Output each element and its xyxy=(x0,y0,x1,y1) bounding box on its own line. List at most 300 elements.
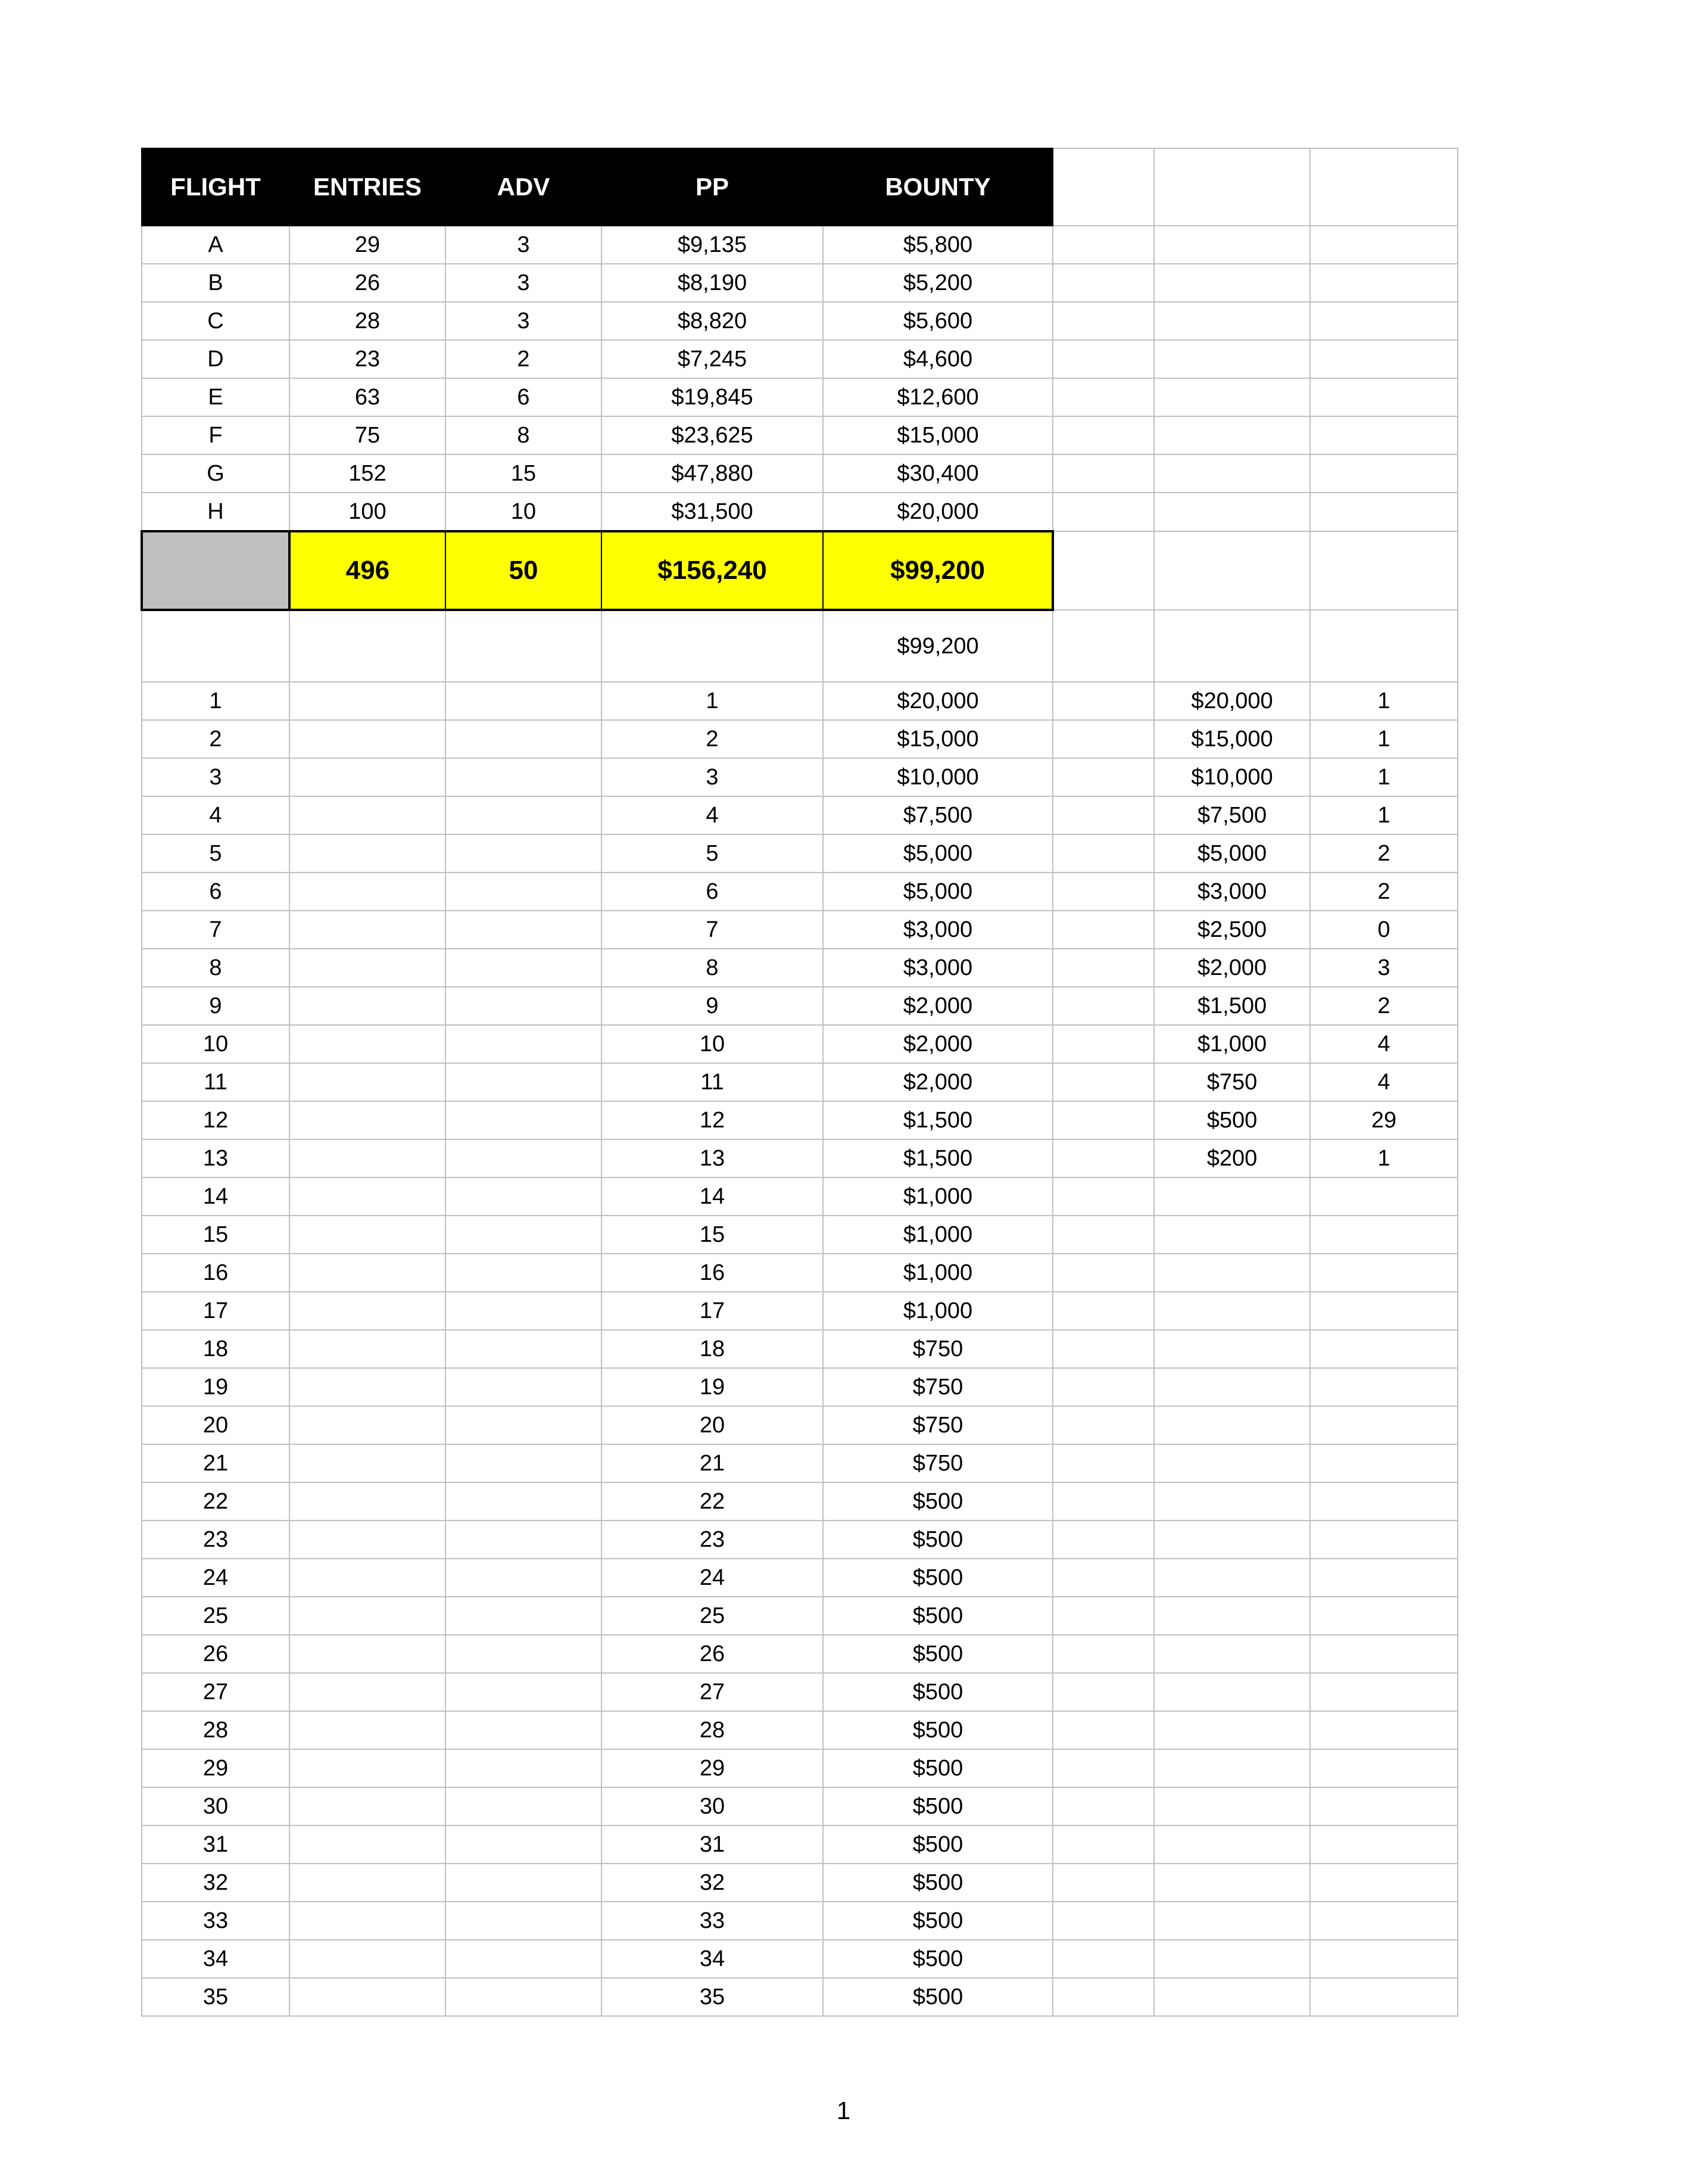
cell-place: 23 xyxy=(601,1521,823,1559)
cell-bounty: $20,000 xyxy=(823,493,1053,531)
cell-place: 34 xyxy=(601,1940,823,1978)
cell-adv-blank xyxy=(445,1482,601,1521)
cell-place: 4 xyxy=(601,796,823,834)
cell-prize: $750 xyxy=(823,1444,1053,1482)
cell-prize: $5,000 xyxy=(823,834,1053,873)
cell-flight: G xyxy=(142,454,289,493)
cell-blank-1 xyxy=(1053,1635,1154,1673)
cell-blank-1 xyxy=(1053,1559,1154,1597)
payout-row xyxy=(142,1597,1458,1635)
cell-bounty-amount xyxy=(1154,1673,1310,1711)
cell-bounty-amount xyxy=(1154,1787,1310,1825)
cell-rank: 9 xyxy=(142,987,289,1025)
cell-place: 20 xyxy=(601,1406,823,1444)
cell-bounty-amount: $1,500 xyxy=(1154,987,1310,1025)
cell-prize: $1,000 xyxy=(823,1292,1053,1330)
cell-rank: 35 xyxy=(142,1978,289,2016)
totals-adv: 50 xyxy=(445,531,601,610)
cell-bounty-amount xyxy=(1154,1216,1310,1254)
cell-bounty-count: 4 xyxy=(1310,1025,1458,1063)
cell-prize: $1,500 xyxy=(823,1101,1053,1139)
cell-prize: $500 xyxy=(823,1635,1053,1673)
totals-row xyxy=(142,531,1458,610)
header-bounty-count xyxy=(1310,148,1458,226)
cell-bounty-amount xyxy=(1154,226,1310,264)
cell-blank-1 xyxy=(1053,1063,1154,1101)
cell-bounty: $30,400 xyxy=(823,454,1053,493)
cell-rank: 3 xyxy=(142,758,289,796)
cell-bounty: $5,600 xyxy=(823,302,1053,340)
cell-entries: 100 xyxy=(289,493,445,531)
cell-blank-1 xyxy=(1053,1673,1154,1711)
cell-adv-blank xyxy=(445,1597,601,1635)
payout-row xyxy=(142,1521,1458,1559)
cell-adv-blank xyxy=(445,1787,601,1825)
cell-rank: 18 xyxy=(142,1330,289,1368)
cell-entries-blank xyxy=(289,1216,445,1254)
cell-bounty-amount: $500 xyxy=(1154,1101,1310,1139)
cell-bounty-amount xyxy=(1154,340,1310,378)
cell-place: 19 xyxy=(601,1368,823,1406)
cell-bounty-amount xyxy=(1154,1978,1310,2016)
cell-flight: A xyxy=(142,226,289,264)
cell-adv: 15 xyxy=(445,454,601,493)
cell-adv-blank xyxy=(445,987,601,1025)
cell-place: 17 xyxy=(601,1292,823,1330)
cell-rank: 34 xyxy=(142,1940,289,1978)
cell-bounty-count xyxy=(1310,1711,1458,1749)
page-number: 1 xyxy=(836,2096,851,2124)
cell-rank: 23 xyxy=(142,1521,289,1559)
cell-rank: 17 xyxy=(142,1292,289,1330)
cell-place: 21 xyxy=(601,1444,823,1482)
cell-bounty-count: 1 xyxy=(1310,796,1458,834)
cell-adv-blank xyxy=(445,1711,601,1749)
totals-bounty: $99,200 xyxy=(823,531,1053,610)
cell-blank-1 xyxy=(1053,416,1154,454)
cell-rank: 11 xyxy=(142,1063,289,1101)
cell-rank: 13 xyxy=(142,1139,289,1177)
cell-bounty-count xyxy=(1310,416,1458,454)
cell-entries: 75 xyxy=(289,416,445,454)
cell-entries-blank xyxy=(289,949,445,987)
totals-pp: $156,240 xyxy=(601,531,823,610)
cell-adv-blank xyxy=(445,911,601,949)
payout-row xyxy=(142,1406,1458,1444)
cell-bounty-count xyxy=(1310,1216,1458,1254)
cell-entries-blank xyxy=(289,1711,445,1749)
cell-rank: 2 xyxy=(142,720,289,758)
cell-adv-blank xyxy=(445,1521,601,1559)
cell-bounty-count xyxy=(1310,1444,1458,1482)
cell-rank: 24 xyxy=(142,1559,289,1597)
cell-adv-blank xyxy=(445,1063,601,1101)
cell-prize: $1,000 xyxy=(823,1216,1053,1254)
cell-place: 10 xyxy=(601,1025,823,1063)
cell-place: 25 xyxy=(601,1597,823,1635)
cell-bounty-amount: $7,500 xyxy=(1154,796,1310,834)
cell-adv: 6 xyxy=(445,378,601,416)
cell-bounty-count xyxy=(1310,1482,1458,1521)
cell-bounty-amount xyxy=(1154,1406,1310,1444)
cell-blank-1 xyxy=(1053,1254,1154,1292)
cell-place: 2 xyxy=(601,720,823,758)
cell-blank-1 xyxy=(1053,682,1154,720)
cell-blank-1 xyxy=(1053,1864,1154,1902)
cell-blank-1 xyxy=(1053,1177,1154,1216)
header-bounty-amount xyxy=(1154,148,1310,226)
cell-entries-blank xyxy=(289,796,445,834)
cell-place: 35 xyxy=(601,1978,823,2016)
cell-entries-blank xyxy=(289,1635,445,1673)
cell-bounty-amount xyxy=(1154,1902,1310,1940)
cell-rank: 29 xyxy=(142,1749,289,1787)
cell-blank-1 xyxy=(1053,1444,1154,1482)
cell-prize: $500 xyxy=(823,1825,1053,1864)
cell-flight: C xyxy=(142,302,289,340)
cell-bounty-amount xyxy=(1154,1368,1310,1406)
cell-blank-1 xyxy=(1053,1406,1154,1444)
cell-bounty-count xyxy=(1310,1902,1458,1940)
cell-prize: $3,000 xyxy=(823,949,1053,987)
table-row xyxy=(142,226,1458,264)
cell-blank-1 xyxy=(1053,264,1154,302)
cell-adv-blank xyxy=(445,1254,601,1292)
cell-prize: $500 xyxy=(823,1559,1053,1597)
cell-bounty-amount: $2,000 xyxy=(1154,949,1310,987)
cell-place: 8 xyxy=(601,949,823,987)
header-blank-1 xyxy=(1053,148,1154,226)
cell-entries-blank xyxy=(289,1864,445,1902)
cell-entries: 63 xyxy=(289,378,445,416)
cell-bounty-count xyxy=(1310,1864,1458,1902)
cell-bounty-count xyxy=(1310,1635,1458,1673)
cell-place: 6 xyxy=(601,873,823,911)
cell-blank-1 xyxy=(1053,340,1154,378)
tournament-structure-table xyxy=(141,148,1458,2017)
payout-row xyxy=(142,1711,1458,1749)
cell-entries-blank xyxy=(289,1101,445,1139)
subtotal-blank-count xyxy=(1310,610,1458,682)
cell-bounty-count xyxy=(1310,1749,1458,1787)
cell-bounty-amount xyxy=(1154,1635,1310,1673)
cell-adv-blank xyxy=(445,1444,601,1482)
cell-entries-blank xyxy=(289,1597,445,1635)
cell-blank-1 xyxy=(1053,987,1154,1025)
cell-prize: $2,000 xyxy=(823,1025,1053,1063)
cell-bounty-count xyxy=(1310,454,1458,493)
cell-adv-blank xyxy=(445,1825,601,1864)
cell-prize: $500 xyxy=(823,1521,1053,1559)
cell-bounty-amount xyxy=(1154,1825,1310,1864)
table-row xyxy=(142,264,1458,302)
cell-bounty-amount: $15,000 xyxy=(1154,720,1310,758)
cell-pp: $8,820 xyxy=(601,302,823,340)
payout-row xyxy=(142,682,1458,720)
header-pp: PP xyxy=(601,148,823,226)
cell-bounty-count: 3 xyxy=(1310,949,1458,987)
cell-bounty-count xyxy=(1310,1825,1458,1864)
cell-bounty-amount xyxy=(1154,1177,1310,1216)
totals-entries: 496 xyxy=(289,531,445,610)
cell-pp: $31,500 xyxy=(601,493,823,531)
cell-rank: 22 xyxy=(142,1482,289,1521)
cell-entries-blank xyxy=(289,911,445,949)
cell-blank-1 xyxy=(1053,1101,1154,1139)
cell-bounty-count: 1 xyxy=(1310,758,1458,796)
cell-flight: H xyxy=(142,493,289,531)
cell-bounty-amount xyxy=(1154,1521,1310,1559)
cell-prize: $500 xyxy=(823,1482,1053,1521)
cell-bounty-count xyxy=(1310,1940,1458,1978)
cell-entries: 23 xyxy=(289,340,445,378)
payout-row xyxy=(142,1101,1458,1139)
cell-entries-blank xyxy=(289,1025,445,1063)
cell-blank-1 xyxy=(1053,949,1154,987)
cell-flight: F xyxy=(142,416,289,454)
cell-rank: 12 xyxy=(142,1101,289,1139)
cell-adv-blank xyxy=(445,1330,601,1368)
cell-prize: $20,000 xyxy=(823,682,1053,720)
cell-prize: $750 xyxy=(823,1368,1053,1406)
cell-entries-blank xyxy=(289,720,445,758)
table-row xyxy=(142,378,1458,416)
cell-blank-1 xyxy=(1053,1292,1154,1330)
cell-adv: 8 xyxy=(445,416,601,454)
cell-rank: 6 xyxy=(142,873,289,911)
cell-adv: 10 xyxy=(445,493,601,531)
cell-blank-1 xyxy=(1053,1216,1154,1254)
cell-rank: 5 xyxy=(142,834,289,873)
cell-bounty-amount: $200 xyxy=(1154,1139,1310,1177)
cell-blank-1 xyxy=(1053,454,1154,493)
payout-row xyxy=(142,1673,1458,1711)
cell-bounty-amount xyxy=(1154,1292,1310,1330)
cell-prize: $500 xyxy=(823,1940,1053,1978)
cell-entries: 26 xyxy=(289,264,445,302)
payout-row xyxy=(142,796,1458,834)
cell-bounty-count: 29 xyxy=(1310,1101,1458,1139)
cell-entries-blank xyxy=(289,1559,445,1597)
cell-bounty-count xyxy=(1310,1597,1458,1635)
cell-bounty-amount xyxy=(1154,1482,1310,1521)
cell-blank-1 xyxy=(1053,378,1154,416)
payout-row xyxy=(142,1864,1458,1902)
cell-adv-blank xyxy=(445,1216,601,1254)
cell-adv-blank xyxy=(445,1635,601,1673)
cell-pp: $23,625 xyxy=(601,416,823,454)
cell-bounty-amount: $3,000 xyxy=(1154,873,1310,911)
cell-place: 22 xyxy=(601,1482,823,1521)
cell-adv-blank xyxy=(445,949,601,987)
cell-bounty-count xyxy=(1310,1787,1458,1825)
cell-place: 26 xyxy=(601,1635,823,1673)
cell-place: 15 xyxy=(601,1216,823,1254)
payout-row xyxy=(142,873,1458,911)
cell-adv-blank xyxy=(445,1139,601,1177)
cell-rank: 21 xyxy=(142,1444,289,1482)
subtotal-blank-entries xyxy=(289,610,445,682)
cell-adv-blank xyxy=(445,873,601,911)
cell-prize: $750 xyxy=(823,1406,1053,1444)
cell-adv-blank xyxy=(445,1406,601,1444)
cell-bounty-amount xyxy=(1154,378,1310,416)
cell-bounty-count xyxy=(1310,378,1458,416)
cell-entries-blank xyxy=(289,1978,445,2016)
cell-entries: 152 xyxy=(289,454,445,493)
totals-flight xyxy=(142,531,289,610)
cell-pp: $7,245 xyxy=(601,340,823,378)
cell-pp: $19,845 xyxy=(601,378,823,416)
cell-adv: 3 xyxy=(445,264,601,302)
cell-prize: $5,000 xyxy=(823,873,1053,911)
cell-bounty-count xyxy=(1310,1330,1458,1368)
payout-row xyxy=(142,1254,1458,1292)
totals-bounty-amount xyxy=(1154,531,1310,610)
cell-rank: 25 xyxy=(142,1597,289,1635)
cell-rank: 1 xyxy=(142,682,289,720)
cell-bounty: $12,600 xyxy=(823,378,1053,416)
cell-prize: $2,000 xyxy=(823,987,1053,1025)
cell-adv-blank xyxy=(445,1368,601,1406)
cell-rank: 8 xyxy=(142,949,289,987)
cell-place: 27 xyxy=(601,1673,823,1711)
cell-blank-1 xyxy=(1053,796,1154,834)
cell-bounty-count: 2 xyxy=(1310,834,1458,873)
cell-adv-blank xyxy=(445,682,601,720)
subtotal-blank-adv xyxy=(445,610,601,682)
cell-adv-blank xyxy=(445,1749,601,1787)
cell-blank-1 xyxy=(1053,1368,1154,1406)
cell-place: 11 xyxy=(601,1063,823,1101)
header-adv: ADV xyxy=(445,148,601,226)
payout-row xyxy=(142,1940,1458,1978)
cell-entries-blank xyxy=(289,1902,445,1940)
payout-row xyxy=(142,949,1458,987)
payout-row xyxy=(142,1978,1458,2016)
cell-pp: $8,190 xyxy=(601,264,823,302)
cell-prize: $1,000 xyxy=(823,1177,1053,1216)
payout-row xyxy=(142,1330,1458,1368)
cell-bounty-count xyxy=(1310,1559,1458,1597)
cell-place: 12 xyxy=(601,1101,823,1139)
cell-entries-blank xyxy=(289,873,445,911)
cell-blank-1 xyxy=(1053,1978,1154,2016)
payout-row xyxy=(142,834,1458,873)
cell-prize: $2,000 xyxy=(823,1063,1053,1101)
cell-bounty-count xyxy=(1310,1978,1458,2016)
payout-row xyxy=(142,1825,1458,1864)
cell-blank-1 xyxy=(1053,873,1154,911)
cell-bounty-amount: $10,000 xyxy=(1154,758,1310,796)
cell-place: 18 xyxy=(601,1330,823,1368)
payout-row xyxy=(142,1635,1458,1673)
cell-rank: 20 xyxy=(142,1406,289,1444)
cell-bounty-amount xyxy=(1154,454,1310,493)
cell-prize: $1,500 xyxy=(823,1139,1053,1177)
cell-entries-blank xyxy=(289,1292,445,1330)
cell-entries-blank xyxy=(289,1749,445,1787)
cell-entries-blank xyxy=(289,1254,445,1292)
table-header-row xyxy=(142,148,1458,226)
cell-prize: $500 xyxy=(823,1787,1053,1825)
cell-blank-1 xyxy=(1053,226,1154,264)
cell-bounty-amount: $5,000 xyxy=(1154,834,1310,873)
cell-prize: $500 xyxy=(823,1749,1053,1787)
cell-bounty-count: 1 xyxy=(1310,1139,1458,1177)
totals-blank-1 xyxy=(1053,531,1154,610)
cell-place: 3 xyxy=(601,758,823,796)
payout-row xyxy=(142,758,1458,796)
cell-bounty-amount xyxy=(1154,416,1310,454)
cell-bounty: $4,600 xyxy=(823,340,1053,378)
cell-blank-1 xyxy=(1053,834,1154,873)
cell-adv: 3 xyxy=(445,226,601,264)
cell-rank: 16 xyxy=(142,1254,289,1292)
cell-bounty-amount xyxy=(1154,1444,1310,1482)
cell-entries-blank xyxy=(289,1063,445,1101)
cell-adv-blank xyxy=(445,758,601,796)
cell-entries: 29 xyxy=(289,226,445,264)
cell-blank-1 xyxy=(1053,1139,1154,1177)
cell-adv-blank xyxy=(445,1177,601,1216)
cell-adv-blank xyxy=(445,1101,601,1139)
cell-blank-1 xyxy=(1053,911,1154,949)
cell-blank-1 xyxy=(1053,1825,1154,1864)
payout-row xyxy=(142,1444,1458,1482)
cell-adv-blank xyxy=(445,834,601,873)
cell-bounty-count xyxy=(1310,1673,1458,1711)
cell-blank-1 xyxy=(1053,720,1154,758)
cell-rank: 7 xyxy=(142,911,289,949)
payout-row xyxy=(142,1902,1458,1940)
cell-rank: 32 xyxy=(142,1864,289,1902)
cell-place: 32 xyxy=(601,1864,823,1902)
cell-adv-blank xyxy=(445,1673,601,1711)
table-row xyxy=(142,416,1458,454)
cell-rank: 19 xyxy=(142,1368,289,1406)
cell-blank-1 xyxy=(1053,302,1154,340)
cell-pp: $47,880 xyxy=(601,454,823,493)
cell-place: 30 xyxy=(601,1787,823,1825)
cell-entries-blank xyxy=(289,1940,445,1978)
payout-row xyxy=(142,1216,1458,1254)
cell-adv: 3 xyxy=(445,302,601,340)
cell-entries-blank xyxy=(289,1368,445,1406)
header-bounty: BOUNTY xyxy=(823,148,1053,226)
cell-bounty-count: 4 xyxy=(1310,1063,1458,1101)
cell-place: 5 xyxy=(601,834,823,873)
payout-row xyxy=(142,720,1458,758)
cell-entries: 28 xyxy=(289,302,445,340)
cell-prize: $500 xyxy=(823,1711,1053,1749)
cell-blank-1 xyxy=(1053,1787,1154,1825)
cell-rank: 30 xyxy=(142,1787,289,1825)
cell-place: 16 xyxy=(601,1254,823,1292)
cell-bounty-count: 1 xyxy=(1310,682,1458,720)
cell-bounty-count xyxy=(1310,226,1458,264)
cell-bounty-amount: $2,500 xyxy=(1154,911,1310,949)
cell-prize: $500 xyxy=(823,1597,1053,1635)
header-entries: ENTRIES xyxy=(289,148,445,226)
cell-place: 28 xyxy=(601,1711,823,1749)
cell-entries-blank xyxy=(289,1330,445,1368)
cell-adv-blank xyxy=(445,1864,601,1902)
totals-bounty-count xyxy=(1310,531,1458,610)
cell-bounty: $5,800 xyxy=(823,226,1053,264)
cell-prize: $3,000 xyxy=(823,911,1053,949)
table-row xyxy=(142,454,1458,493)
